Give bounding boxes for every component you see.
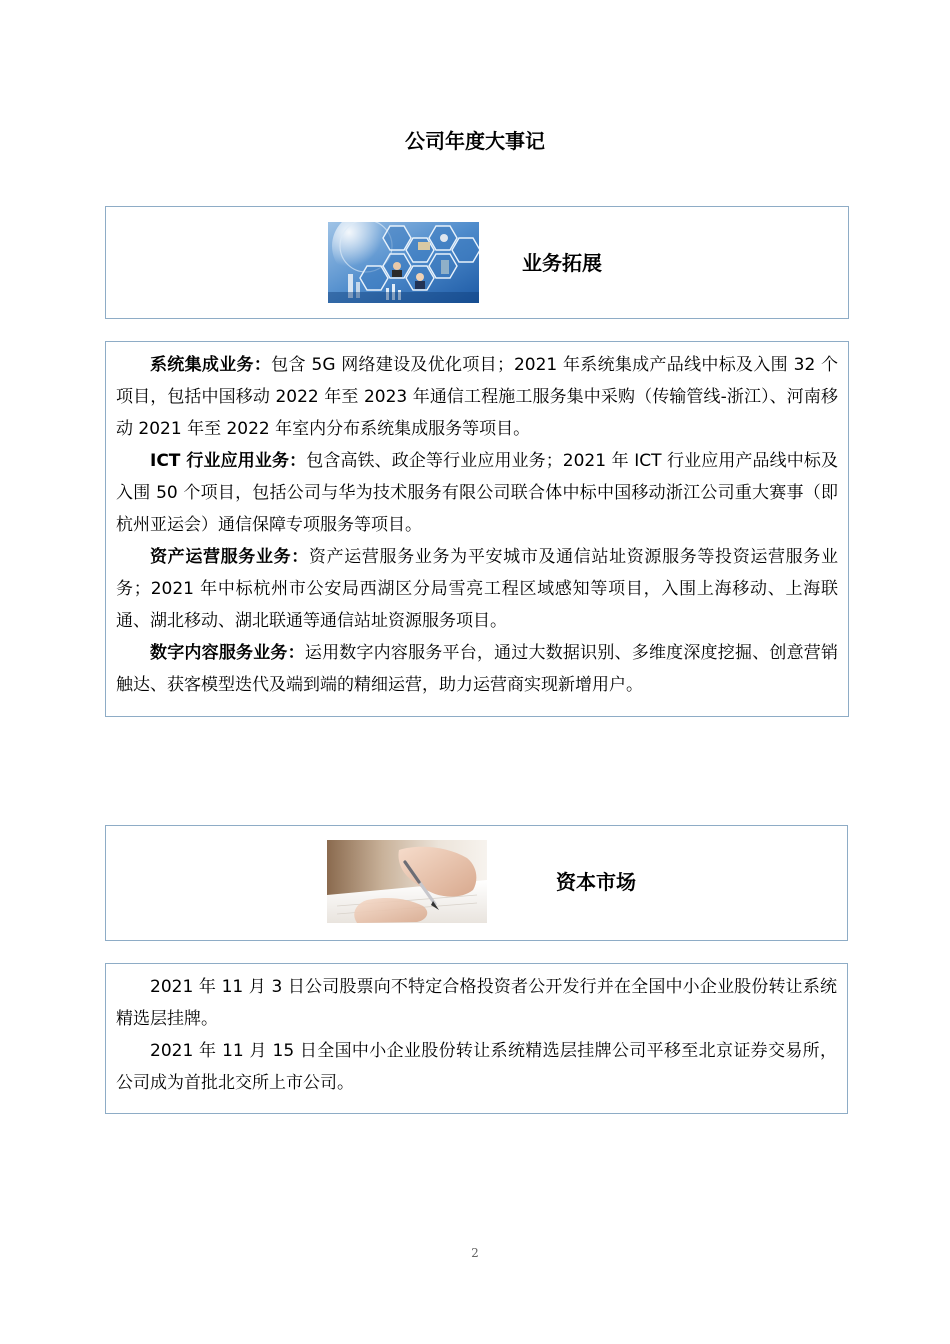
paragraph-system-integration [116, 349, 838, 445]
business-collage-icon [328, 222, 479, 303]
paragraph-lead: ICT 行业应用业务： [150, 451, 307, 471]
section-header-capital-market [105, 825, 848, 941]
page-number: 2 [471, 1246, 479, 1260]
paragraph-digital-content [116, 637, 838, 701]
paragraph-asset-operation [116, 541, 838, 637]
paragraph-lead: 资产运营服务业务： [150, 547, 309, 567]
paragraph-lead: 系统集成业务： [150, 355, 272, 375]
section-heading-business-expansion: 业务拓展 [522, 251, 602, 275]
paragraph-text: 包含高铁、政企等行业应用业务；2021 年 ICT 行业应用产品线中标及入围 50 个项目，包括公司与华为技术服务有限公司联合体中标中国移动浙江公司重大赛事（即杭州亚运会）通信保障专项服务等项目。 [116, 451, 838, 535]
paragraph-text: 2021 年 11 月 3 日公司股票向不特定合格投资者公开发行并在全国中小企业股份转让系统精选层挂牌。 [116, 977, 837, 1029]
section-header-business-expansion [105, 206, 849, 319]
paragraph-text: 包含 5G 网络建设及优化项目；2021 年系统集成产品线中标及入围 32 个项目，包括中国移动 2022 年至 2023 年通信工程施工服务集中采购（传输管线-浙江）、河南移动 2021 年至 2022 年室内分布系统集成服务等项目。 [116, 355, 839, 439]
paragraph-bse-transfer [116, 1035, 837, 1099]
paragraph-ict-application [116, 445, 838, 541]
paragraph-text: 资产运营服务业务为平安城市及通信站址资源服务等投资运营服务业务；2021 年中标杭州市公安局西湖区分局雪亮工程区域感知等项目，入围上海移动、上海联通、湖北移动、湖北联通等通信站址资源服务项目。 [116, 547, 838, 631]
section-heading-capital-market: 资本市场 [556, 870, 636, 894]
section-content-capital-market [105, 963, 848, 1114]
paragraph-text: 运用数字内容服务平台，通过大数据识别、多维度深度挖掘、创意营销触达、获客模型迭代及端到端的精细运营，助力运营商实现新增用户。 [116, 643, 839, 695]
paragraph-listing [116, 971, 837, 1035]
page-title: 公司年度大事记 [405, 129, 545, 153]
hand-writing-pen-icon [327, 840, 487, 923]
paragraph-text: 2021 年 11 月 15 日全国中小企业股份转让系统精选层挂牌公司平移至北京证券交易所，公司成为首批北交所上市公司。 [116, 1041, 837, 1093]
section-content-business-expansion [105, 341, 849, 717]
paragraph-lead: 数字内容服务业务： [150, 643, 305, 663]
